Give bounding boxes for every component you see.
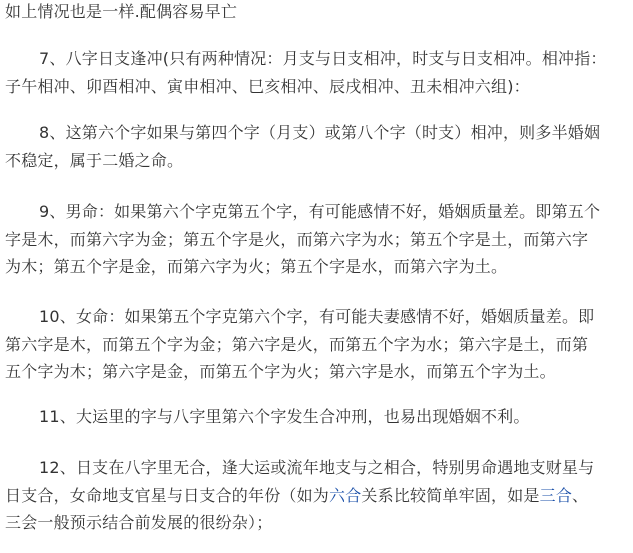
paragraph-12-line-2 <box>5 485 588 507</box>
paragraph-8-line-1: 8、这第六个字如果与第四个字（月支）或第八个字（时支）相冲，则多半婚姻 <box>39 123 601 142</box>
paragraph-12-text-middle: 关系比较简单牢固，如是 <box>361 486 540 505</box>
paragraph-7-line-2: 子午相冲、卯酉相冲、寅申相冲、巳亥相冲、辰戌相冲、丑未相冲六组)： <box>5 77 530 96</box>
paragraph-12-text-after: 、 <box>572 486 589 505</box>
lead-line: 如上情况也是一样.配偶容易早亡 <box>5 2 238 21</box>
paragraph-9-line-2: 字是木，而第六字为金；第五个字是火，而第六字为水；第五个字是土，而第六字 <box>5 230 589 249</box>
paragraph-9-line-3: 为木；第五个字是金，而第六字为火；第五个字是水，而第六字为土。 <box>5 257 508 276</box>
liuhe-link[interactable]: 六合 <box>329 486 362 505</box>
sanhe-link[interactable]: 三合 <box>539 486 573 505</box>
paragraph-12-line-1: 12、日支在八字里无合，逢大运或流年地支与之相合，特别男命遇地支财星与 <box>39 458 595 477</box>
paragraph-12-line-3: 三会一般预示结合前发展的很纷杂）； <box>5 513 273 532</box>
paragraph-9-line-1: 9、男命：如果第六个字克第五个字，有可能感情不好，婚姻质量差。即第五个 <box>39 202 601 221</box>
paragraph-8-line-2: 不稳定，属于二婚之命。 <box>5 151 184 170</box>
paragraph-7-line-1: 7、八字日支逢冲(只有两种情况：月支与日支相冲，时支与日支相冲。相冲指： <box>39 49 607 68</box>
paragraph-12-text-before: 日支合，女命地支官星与日支合的年份（如为 <box>5 486 330 505</box>
paragraph-11-line-1: 11、大运里的字与八字里第六个字发生合冲刑，也易出现婚姻不利。 <box>39 407 530 426</box>
paragraph-10-line-2: 第六字是木，而第五个字为金；第六字是火，而第五个字为水；第六字是土，而第 <box>5 335 589 354</box>
paragraph-10-line-1: 10、女命：如果第五个字克第六个字，有可能夫妻感情不好，婚姻质量差。即 <box>39 307 595 326</box>
paragraph-10-line-3: 五个字为木；第六字是金，而第五个字为火；第六字是水，而第五个字为土。 <box>5 362 556 381</box>
